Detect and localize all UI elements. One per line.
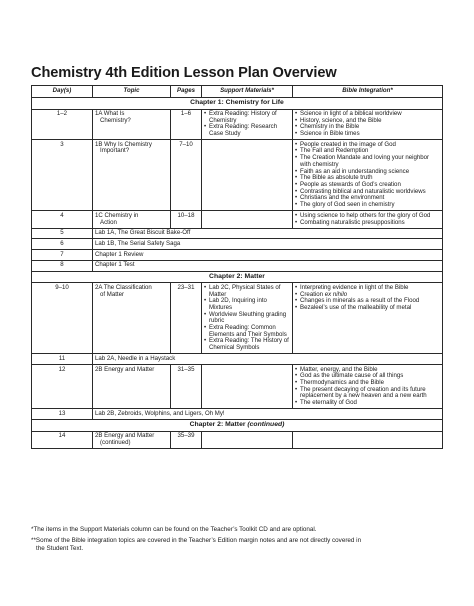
days-cell: 1–2 <box>32 109 93 140</box>
activity-cell: Chapter 1 Test <box>93 260 443 271</box>
bible-item: • God as the ultimate cause of all things <box>295 373 440 380</box>
topic-line: Action <box>100 218 117 226</box>
topic-cell <box>93 431 171 448</box>
days-cell: 8 <box>32 260 93 271</box>
topic-line: 2A The Classification <box>95 283 152 291</box>
header-bible: Bible Integration* <box>293 86 443 98</box>
bible-item: • The Creation Mandate and loving your neighbor with chemistry <box>295 155 440 168</box>
table-row <box>32 239 443 250</box>
bible-cell <box>293 431 443 448</box>
bible-item: • Faith as an aid in understanding science <box>295 169 440 176</box>
table-row <box>32 409 443 420</box>
bible-item: • The eternality of God <box>295 400 440 407</box>
support-item: • Extra Reading: The History of Chemical Symbols <box>204 338 290 351</box>
topic-line: 1C Chemistry in <box>95 211 139 219</box>
bible-cell <box>293 283 443 354</box>
topic-line: 1B Why Is Chemistry <box>95 140 152 148</box>
days-cell: 13 <box>32 409 93 420</box>
table-row <box>32 365 443 409</box>
table-header-row <box>32 86 443 98</box>
header-days: Day(s) <box>32 86 93 98</box>
bible-item: • Changes in minerals as a result of the Flood <box>295 298 440 305</box>
activity-cell: Lab 2B, Zebroids, Wolphins, and Ligers, Oh My! <box>93 409 443 420</box>
days-cell: 3 <box>32 140 93 211</box>
topic-line: 2B Energy and Matter <box>95 365 155 373</box>
support-item: • Lab 2C, Physical States of Matter <box>204 285 290 298</box>
topic-line: 1A What Is <box>95 109 125 117</box>
topic-line: (continued) <box>100 439 131 447</box>
bible-item: • Interpreting evidence in light of the Bible <box>295 285 440 292</box>
table-row <box>32 431 443 448</box>
pages-cell: 31–35 <box>171 365 202 409</box>
activity-cell: Chapter 1 Review <box>93 250 443 261</box>
pages-cell: 1–6 <box>171 109 202 140</box>
topic-cell <box>93 283 171 354</box>
bible-item: • Science in Bible times <box>295 131 440 138</box>
table-row <box>32 109 443 140</box>
bible-item: • The present decaying of creation and its future replacement by a new heaven and a new earth <box>295 387 440 400</box>
continued-label: (continued) <box>247 421 285 429</box>
topic-cell <box>93 365 171 409</box>
lesson-plan-table <box>31 85 443 449</box>
table-row <box>32 140 443 211</box>
bible-item: • Contrasting biblical and naturalistic worldviews <box>295 189 440 196</box>
bible-item: • Science in light of a biblical worldview <box>295 111 440 118</box>
header-topic: Topic <box>93 86 171 98</box>
footnotes <box>31 526 446 556</box>
bible-item: • The glory of God seen in chemistry <box>295 202 440 209</box>
bible-cell <box>293 140 443 211</box>
topic-line: of Matter <box>100 290 125 298</box>
page-title: Chemistry 4th Edition Lesson Plan Overview <box>31 65 337 81</box>
footnote-bible-line2: the Student Text. <box>36 544 84 552</box>
bible-cell <box>293 211 443 228</box>
table-row <box>32 354 443 365</box>
topic-line: Chemistry? <box>100 116 131 124</box>
bible-item: • Using science to help others for the glory of God <box>295 213 440 220</box>
support-cell <box>202 431 293 448</box>
bible-cell <box>293 109 443 140</box>
support-item: • Extra Reading: Common Elements and Their Symbols <box>204 325 290 338</box>
support-cell <box>202 283 293 354</box>
bible-item: • People created in the image of God <box>295 142 440 149</box>
topic-line: Important? <box>100 147 130 155</box>
chapter-heading-text: Chapter 2: Matter <box>189 421 246 429</box>
topic-line: 2B Energy and Matter <box>95 432 155 440</box>
activity-cell: Lab 2A, Needle in a Haystack <box>93 354 443 365</box>
footnote-bible <box>31 537 446 552</box>
topic-cell <box>93 140 171 211</box>
footnote-support: *The items in the Support Materials column can be found on the Teacher’s Toolkit CD and are optional. <box>31 526 317 533</box>
support-cell <box>202 211 293 228</box>
bible-item: • History, science, and the Bible <box>295 118 440 125</box>
footnote-bible-line1: **Some of the Bible integration topics are covered in the Teacher’s Edition margin notes and are not directly covered in <box>31 537 362 545</box>
header-pages: Pages <box>171 86 202 98</box>
days-cell: 11 <box>32 354 93 365</box>
activity-cell: Lab 1B, The Serial Safety Saga <box>93 239 443 250</box>
days-cell: 4 <box>32 211 93 228</box>
pages-cell: 10–18 <box>171 211 202 228</box>
days-cell: 5 <box>32 228 93 239</box>
bible-item: • Matter, energy, and the Bible <box>295 367 440 374</box>
header-support: Support Materials* <box>202 86 293 98</box>
topic-cell <box>93 211 171 228</box>
days-cell: 7 <box>32 250 93 261</box>
days-cell: 6 <box>32 239 93 250</box>
chapter-2-heading: Chapter 2: Matter <box>32 271 443 283</box>
pages-cell: 23–31 <box>171 283 202 354</box>
days-cell: 12 <box>32 365 93 409</box>
support-item: • Extra Reading: History of Chemistry <box>204 111 290 124</box>
bible-item-text: Creation ex nihilo <box>300 290 348 298</box>
bible-item: • The Bible as absolute truth <box>295 175 440 182</box>
bible-item: • Bezaleel’s use of the malleability of metal <box>295 305 440 312</box>
pages-cell: 35–39 <box>171 431 202 448</box>
table-row <box>32 283 443 354</box>
support-cell <box>202 140 293 211</box>
pages-cell: 7–10 <box>171 140 202 211</box>
activity-cell: Lab 1A, The Great Biscuit Bake-Off <box>93 228 443 239</box>
chapter-heading-row <box>32 271 443 283</box>
chapter-1-heading: Chapter 1: Chemistry for Life <box>32 97 443 109</box>
bible-item: • The Fall and Redemption <box>295 148 440 155</box>
bible-item: • Thermodynamics and the Bible <box>295 380 440 387</box>
support-item: • Worldview Sleuthing grading rubric <box>204 312 290 325</box>
table-row <box>32 211 443 228</box>
bible-item: • Christians and the environment <box>295 195 440 202</box>
bible-item: • Chemistry in the Bible <box>295 124 440 131</box>
chapter-2-continued-heading <box>32 420 443 432</box>
support-item: • Lab 2D, Inquiring into Mixtures <box>204 298 290 311</box>
topic-cell <box>93 109 171 140</box>
support-item: • Extra Reading: Research Case Study <box>204 124 290 137</box>
bible-cell <box>293 365 443 409</box>
support-cell <box>202 109 293 140</box>
bible-item: • People as stewards of God’s creation <box>295 182 440 189</box>
chapter-heading-row <box>32 97 443 109</box>
table-row <box>32 260 443 271</box>
table-row <box>32 250 443 261</box>
table-row <box>32 228 443 239</box>
chapter-heading-row <box>32 420 443 432</box>
days-cell: 9–10 <box>32 283 93 354</box>
days-cell: 14 <box>32 431 93 448</box>
support-cell <box>202 365 293 409</box>
bible-item: • Combating naturalistic presuppositions <box>295 220 440 227</box>
